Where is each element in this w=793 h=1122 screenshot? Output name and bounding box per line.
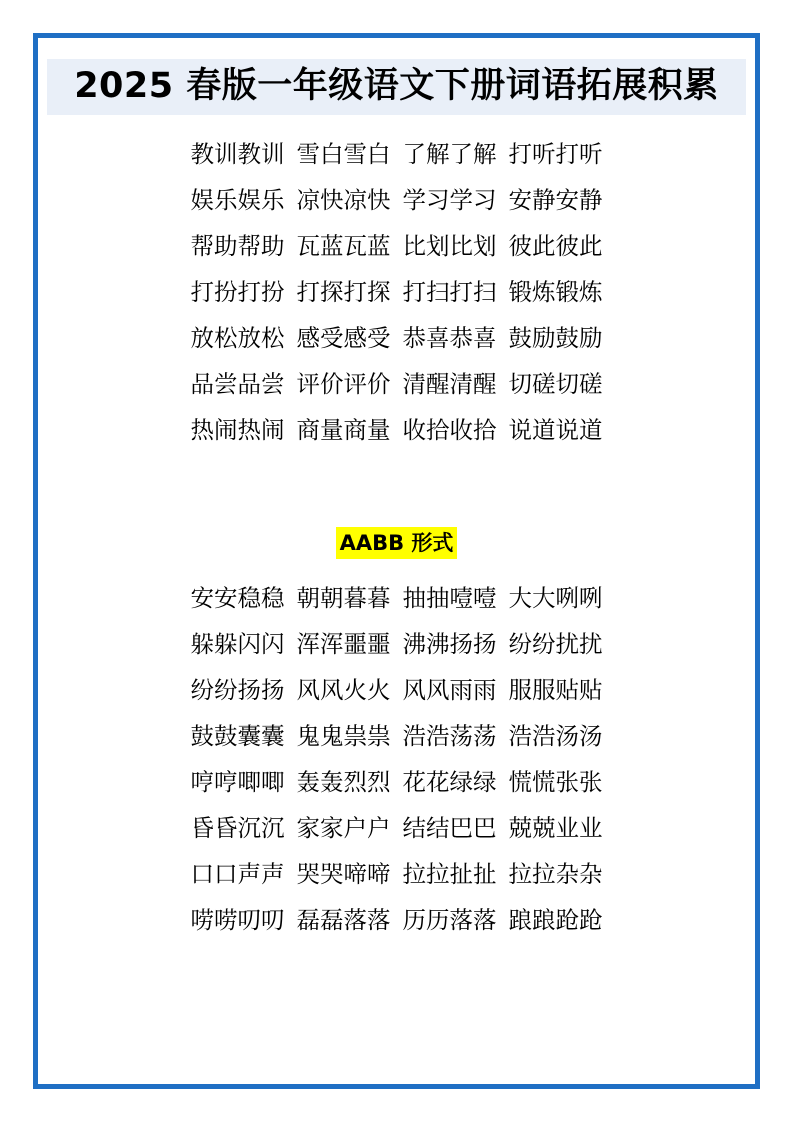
list-item: 安静安静 bbox=[508, 186, 603, 214]
list-item: 瓦蓝瓦蓝 bbox=[296, 232, 391, 260]
list-item: 感受感受 bbox=[296, 324, 391, 352]
list-item: 彼此彼此 bbox=[508, 232, 603, 260]
section-heading: AABB 形式 bbox=[336, 527, 458, 559]
list-item: 鼓励鼓励 bbox=[508, 324, 603, 352]
list-item: 慌慌张张 bbox=[508, 768, 603, 796]
list-item: 切磋切磋 bbox=[508, 370, 603, 398]
section-2-word-list bbox=[38, 575, 755, 943]
list-item: 昏昏沉沉 bbox=[190, 814, 285, 842]
list-item: 教训教训 bbox=[190, 140, 285, 168]
document-content bbox=[38, 38, 755, 1084]
table-row bbox=[162, 667, 632, 713]
list-item: 抽抽噎噎 bbox=[402, 584, 497, 612]
table-row bbox=[162, 269, 632, 315]
list-item: 评价评价 bbox=[296, 370, 391, 398]
list-item: 打听打听 bbox=[508, 140, 603, 168]
list-item: 口口声声 bbox=[190, 860, 285, 888]
list-item: 凉快凉快 bbox=[296, 186, 391, 214]
list-item: 热闹热闹 bbox=[190, 416, 285, 444]
list-item: 家家户户 bbox=[296, 814, 391, 842]
list-item: 学习学习 bbox=[402, 186, 497, 214]
table-row bbox=[162, 575, 632, 621]
list-item: 鼓鼓囊囊 bbox=[190, 722, 285, 750]
table-row bbox=[162, 223, 632, 269]
table-row bbox=[162, 177, 632, 223]
list-item: 帮助帮助 bbox=[190, 232, 285, 260]
list-item: 打扫打扫 bbox=[402, 278, 497, 306]
table-row bbox=[162, 897, 632, 943]
list-item: 雪白雪白 bbox=[296, 140, 391, 168]
list-item: 风风雨雨 bbox=[402, 676, 497, 704]
list-item: 唠唠叨叨 bbox=[190, 906, 285, 934]
list-item: 朝朝暮暮 bbox=[296, 584, 391, 612]
list-item: 恭喜恭喜 bbox=[402, 324, 497, 352]
list-item: 服服贴贴 bbox=[508, 676, 603, 704]
table-row bbox=[162, 131, 632, 177]
list-item: 放松放松 bbox=[190, 324, 285, 352]
list-item: 打探打探 bbox=[296, 278, 391, 306]
list-item: 浩浩汤汤 bbox=[508, 722, 603, 750]
table-row bbox=[162, 621, 632, 667]
list-item: 娱乐娱乐 bbox=[190, 186, 285, 214]
list-item: 拉拉扯扯 bbox=[402, 860, 497, 888]
list-item: 说道说道 bbox=[508, 416, 603, 444]
list-item: 大大咧咧 bbox=[508, 584, 603, 612]
list-item: 躲躲闪闪 bbox=[190, 630, 285, 658]
title-banner bbox=[47, 59, 746, 115]
list-item: 收拾收拾 bbox=[402, 416, 497, 444]
list-item: 磊磊落落 bbox=[296, 906, 391, 934]
table-row bbox=[162, 851, 632, 897]
list-item: 了解了解 bbox=[402, 140, 497, 168]
list-item: 拉拉杂杂 bbox=[508, 860, 603, 888]
list-item: 浑浑噩噩 bbox=[296, 630, 391, 658]
section-divider-space bbox=[38, 453, 755, 527]
list-item: 品尝品尝 bbox=[190, 370, 285, 398]
table-row bbox=[162, 361, 632, 407]
table-row bbox=[162, 759, 632, 805]
list-item: 历历落落 bbox=[402, 906, 497, 934]
list-item: 鬼鬼祟祟 bbox=[296, 722, 391, 750]
list-item: 哭哭啼啼 bbox=[296, 860, 391, 888]
list-item: 纷纷扰扰 bbox=[508, 630, 603, 658]
list-item: 风风火火 bbox=[296, 676, 391, 704]
list-item: 清醒清醒 bbox=[402, 370, 497, 398]
list-item: 花花绿绿 bbox=[402, 768, 497, 796]
list-item: 踉踉跄跄 bbox=[508, 906, 603, 934]
section-2-heading-wrap bbox=[38, 527, 755, 559]
list-item: 轰轰烈烈 bbox=[296, 768, 391, 796]
table-row bbox=[162, 713, 632, 759]
list-item: 浩浩荡荡 bbox=[402, 722, 497, 750]
list-item: 打扮打扮 bbox=[190, 278, 285, 306]
list-item: 兢兢业业 bbox=[508, 814, 603, 842]
table-row bbox=[162, 407, 632, 453]
list-item: 哼哼唧唧 bbox=[190, 768, 285, 796]
list-item: 锻炼锻炼 bbox=[508, 278, 603, 306]
page-border bbox=[33, 33, 760, 1089]
list-item: 沸沸扬扬 bbox=[402, 630, 497, 658]
table-row bbox=[162, 805, 632, 851]
list-item: 结结巴巴 bbox=[402, 814, 497, 842]
section-1-word-list bbox=[38, 131, 755, 453]
list-item: 比划比划 bbox=[402, 232, 497, 260]
table-row bbox=[162, 315, 632, 361]
list-item: 商量商量 bbox=[296, 416, 391, 444]
page-title: 2025 春版一年级语文下册词语拓展积累 bbox=[74, 66, 719, 106]
list-item: 安安稳稳 bbox=[190, 584, 285, 612]
list-item: 纷纷扬扬 bbox=[190, 676, 285, 704]
